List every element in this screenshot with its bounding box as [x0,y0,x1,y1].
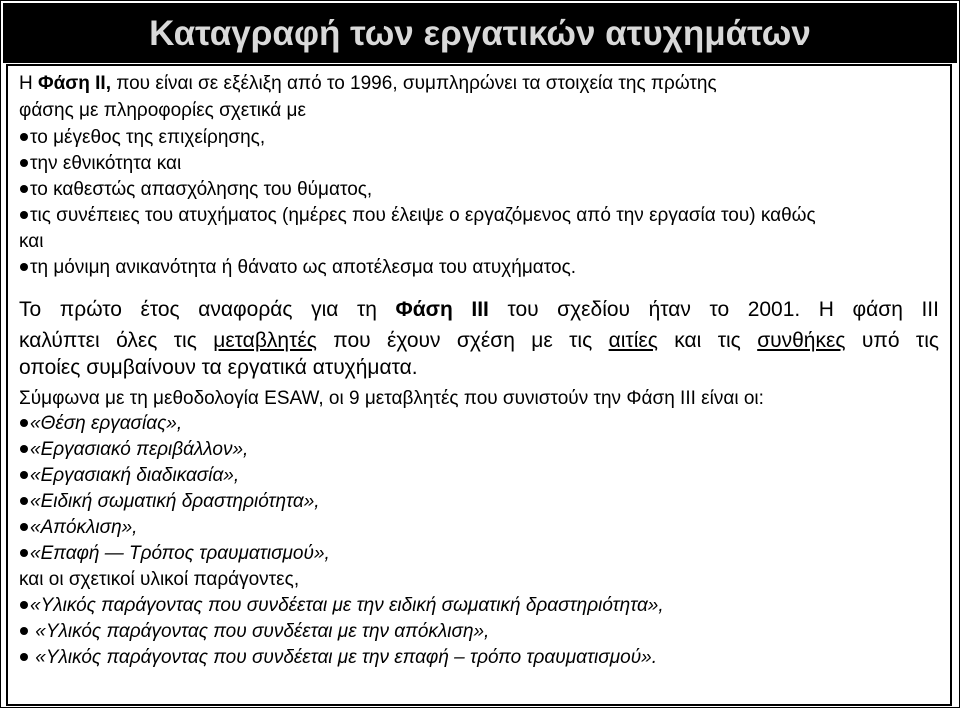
bullet-icon [20,419,28,427]
material-factors-intro: και οι σχετικοί υλικοί παράγοντες, [19,569,300,590]
material-factor-item [20,646,657,670]
bullet-item [20,256,576,280]
intro-line-2: φάσης με πληροφορίες σχετικά με [19,100,306,121]
material-factor-text: «Υλικός παράγοντας που συνδέεται με την απόκλιση», [35,621,490,642]
bullet-text: το καθεστώς απασχόλησης του θύματος, [30,179,373,200]
bullet-icon [20,159,28,167]
intro-line-1 [19,72,717,96]
bullet-icon [20,211,28,219]
bullet-text: τις συνέπειες του ατυχήματος (ημέρες που έλειψε ο εργαζόμενος από την εργασία του) καθώς [30,205,816,226]
variable-item [20,464,239,488]
intro-text: Η [19,73,38,94]
phase3-text: και τις [657,329,758,352]
material-factor-text: «Υλικός παράγοντας που συνδέεται με την επαφή – τρόπο τραυματισμού». [35,647,658,668]
variable-text: «Εργασιακό περιβάλλον», [30,439,249,460]
variable-item [20,516,137,540]
title-bar [3,3,957,63]
variable-text: «Εργασιακή διαδικασία», [30,465,240,486]
esaw-intro: Σύμφωνα με τη μεθοδολογία ESAW, οι 9 μεταβλητές που συνιστούν την Φάση ΙΙΙ είναι οι: [19,388,764,409]
intro-text: που είναι σε εξέλιξη από το 1996, συμπληρώνει τα στοιχεία της πρώτης [111,73,717,94]
variable-item [20,542,330,566]
bullet-icon [20,471,28,479]
phase-2-label: Φάση ΙΙ, [38,73,111,94]
conditions-term: συνθήκες [757,329,846,352]
bullet-text: την εθνικότητα και [30,153,182,174]
phase3-text: υπό τις [845,329,940,352]
phase3-line-1 [19,297,939,323]
phase3-text: καλύπτει όλες τις [19,329,214,352]
bullet-continuation: και [19,231,44,252]
variable-text: «Επαφή — Τρόπος τραυματισμού», [30,543,330,564]
bullet-item [20,178,372,202]
variable-item [20,490,320,514]
phase3-text: Το πρώτο έτος αναφοράς για τη [19,298,396,321]
material-factor-item [20,594,664,618]
causes-term: αιτίες [608,329,658,352]
bullet-icon [20,497,28,505]
bullet-item [20,152,181,176]
phase3-text: που έχουν σχέση με τις [316,329,609,352]
material-factor-text: «Υλικός παράγοντας που συνδέεται με την ειδική σωματική δραστηριότητα», [30,595,664,616]
bullet-text: το μέγεθος της επιχείρησης, [30,127,266,148]
bullet-icon [20,445,28,453]
variable-item [20,438,248,462]
bullet-icon [20,653,28,661]
variables-term: μεταβλητές [213,329,317,352]
bullet-icon [20,185,28,193]
bullet-icon [20,627,28,635]
phase3-text: του σχεδίου ήταν το 2001. Η φάση ΙΙΙ [488,298,939,321]
bullet-text: τη μόνιμη ανικανότητα ή θάνατο ως αποτέλεσμα του ατυχήματος. [30,257,577,278]
material-factor-item [20,620,489,644]
bullet-icon [20,133,28,141]
phase-3-label: Φάση ΙΙΙ [395,298,489,321]
phase3-line-2 [19,328,939,354]
bullet-icon [20,549,28,557]
content-box [6,64,952,706]
bullet-item [20,126,265,150]
variable-text: «Απόκλιση», [30,517,138,538]
slide-title: Καταγραφή των εργατικών ατυχημάτων [149,14,811,53]
variable-text: «Θέση εργασίας», [30,413,183,434]
bullet-icon [20,601,28,609]
bullet-icon [20,263,28,271]
phase3-line-3: οποίες συμβαίνουν τα εργατικά ατυχήματα. [19,356,418,379]
variable-text: «Ειδική σωματική δραστηριότητα», [30,491,320,512]
variable-item [20,412,182,436]
bullet-item [20,204,816,228]
bullet-icon [20,523,28,531]
